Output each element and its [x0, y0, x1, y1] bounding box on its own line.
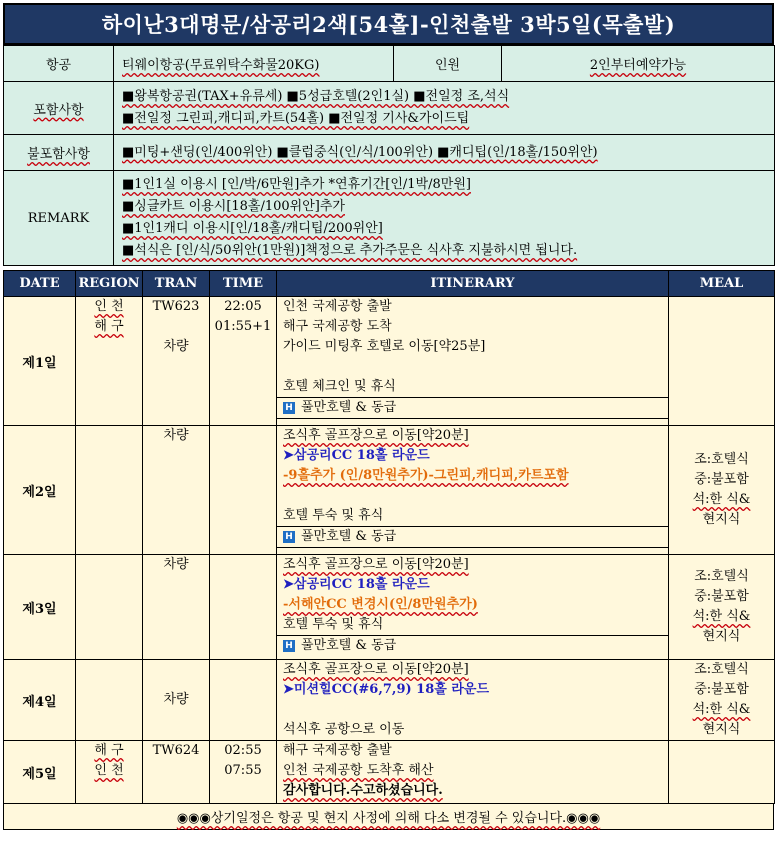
day-time: 02:55 07:55	[210, 741, 277, 804]
excluded-row	[4, 135, 775, 171]
remark-line: ■1인1실 이용시 [인/박/6만원]추가 *연휴기간[인/1박/8만원]	[122, 177, 471, 192]
day-transport: TW624	[143, 741, 210, 804]
day-itinerary: 해구 국제공항 출발 인천 국제공항 도착후 해산 감사합니다.수고하셨습니다.	[277, 741, 669, 804]
day-row-5	[4, 741, 775, 804]
excluded-line: ■미팅+샌딩(인/400위안) ■클럽중식(인/식/100위안) ■캐디팁(인/18홀/150위안)	[122, 144, 598, 160]
header-date: DATE	[4, 271, 76, 297]
people-value: 2인부터예약가능	[502, 46, 775, 82]
day-time: 22:05 01:55+1	[210, 297, 277, 426]
hotel-icon: H	[283, 402, 295, 414]
day-date: 제1일	[4, 297, 76, 426]
day-meal	[669, 741, 775, 804]
included-value	[114, 82, 775, 135]
day-transport: 차량	[143, 426, 210, 555]
hotel-icon: H	[283, 640, 295, 652]
day-region	[76, 660, 143, 741]
day-itinerary: 조식후 골프장으로 이동[약20분] ➤미션힐CC(#6,7,9) 18홀 라운드 석식후 공항으로 이동	[277, 660, 669, 741]
page-title: 하이난3대명문/삼공리2색[54홀]-인천출발 3박5일(목출발)	[3, 3, 774, 45]
thanks-message: 감사합니다.수고하셨습니다.	[283, 783, 443, 798]
day-region	[76, 426, 143, 555]
day-row-1	[4, 297, 775, 426]
day-date: 제3일	[4, 555, 76, 660]
remark-row	[4, 171, 775, 266]
day-itinerary: 조식후 골프장으로 이동[약20분] ➤삼공리CC 18홀 라운드 -9홀추가 (인/8만원추가)-그린피,캐디피,카트포함 호텔 투숙 및 휴식 H 풀만호텔 & 동급	[277, 426, 669, 555]
day-row-4	[4, 660, 775, 741]
day-transport: 차량	[143, 660, 210, 741]
day-time	[210, 426, 277, 555]
included-line: ■왕복항공권(TAX+유류세) ■5성급호텔(2인1실) ■전일정 조,석식	[122, 89, 510, 104]
hotel-line: H 풀만호텔 & 동급	[277, 635, 668, 656]
info-table	[3, 45, 775, 266]
day-row-3	[4, 555, 775, 660]
day-row-2	[4, 426, 775, 555]
included-row	[4, 82, 775, 135]
golf-round: ➤삼공리CC 18홀 라운드	[283, 448, 430, 463]
remark-label: REMARK	[4, 171, 114, 266]
day-meal: 조:호텔식 중:불포함 석:한 식& 현지식	[669, 555, 775, 660]
day-date: 제4일	[4, 660, 76, 741]
day-transport: 차량	[143, 555, 210, 660]
itinerary-table	[3, 270, 775, 804]
day-meal: 조:호텔식 중:불포함 석:한 식& 현지식	[669, 426, 775, 555]
included-line: ■전일정 그린피,캐디피,카트(54홀) ■전일정 기사&가이드팁	[122, 111, 470, 126]
day-meal	[669, 297, 775, 426]
golf-round: ➤삼공리CC 18홀 라운드	[283, 577, 430, 592]
day-meal: 조:호텔식 중:불포함 석:한 식& 현지식	[669, 660, 775, 741]
day-transport: TW623 차량	[143, 297, 210, 426]
day-itinerary: 인천 국제공항 출발 해구 국제공항 도착 가이드 미팅후 호텔로 이동[약25분] 호텔 체크인 및 휴식 H 풀만호텔 & 동급	[277, 297, 669, 426]
day-region: 인 천 해 구	[76, 297, 143, 426]
remark-line: ■석식은 [인/식/50위안(1만원)]책정으로 추가주문은 식사후 지불하시면 됩니다.	[122, 243, 578, 258]
people-label: 인원	[394, 46, 502, 82]
header-meal: MEAL	[669, 271, 775, 297]
remark-line: ■1인1캐디 이용시[인/18홀/캐디팁/200위안]	[122, 221, 383, 236]
airline-row	[4, 46, 775, 82]
airline-label: 항공	[4, 46, 114, 82]
day-region: 해 구 인 천	[76, 741, 143, 804]
day-time	[210, 555, 277, 660]
header-tran: TRAN	[143, 271, 210, 297]
remark-line: ■싱글카트 이용시[18홀/100위안]추가	[122, 199, 345, 214]
extra-option: -서해안CC 변경시(인/8만원추가)	[283, 597, 478, 612]
header-itinerary: ITINERARY	[277, 271, 669, 297]
excluded-value	[114, 135, 775, 171]
hotel-icon: H	[283, 531, 295, 543]
remark-value	[114, 171, 775, 266]
header-region: REGION	[76, 271, 143, 297]
golf-round: ➤미션힐CC(#6,7,9) 18홀 라운드	[283, 682, 490, 697]
day-date: 제2일	[4, 426, 76, 555]
header-time: TIME	[210, 271, 277, 297]
airline-value: 티웨이항공(무료위탁수화물20KG)	[114, 46, 394, 82]
footer-notice: ◉◉◉상기일정은 항공 및 현지 사정에 의해 다소 변경될 수 있습니다.◉◉◉	[3, 804, 774, 830]
excluded-label: 불포함사항	[4, 135, 114, 171]
day-date: 제5일	[4, 741, 76, 804]
extra-option: -9홀추가 (인/8만원추가)-그린피,캐디피,카트포함	[283, 468, 569, 483]
day-region	[76, 555, 143, 660]
day-time	[210, 660, 277, 741]
hotel-line: H 풀만호텔 & 동급	[277, 526, 668, 547]
day-itinerary: 조식후 골프장으로 이동[약20분] ➤삼공리CC 18홀 라운드 -서해안CC 변경시(인/8만원추가) 호텔 투숙 및 휴식 H 풀만호텔 & 동급	[277, 555, 669, 660]
included-label: 포함사항	[4, 82, 114, 135]
itinerary-header	[4, 271, 775, 297]
hotel-line: H 풀만호텔 & 동급	[277, 397, 668, 418]
